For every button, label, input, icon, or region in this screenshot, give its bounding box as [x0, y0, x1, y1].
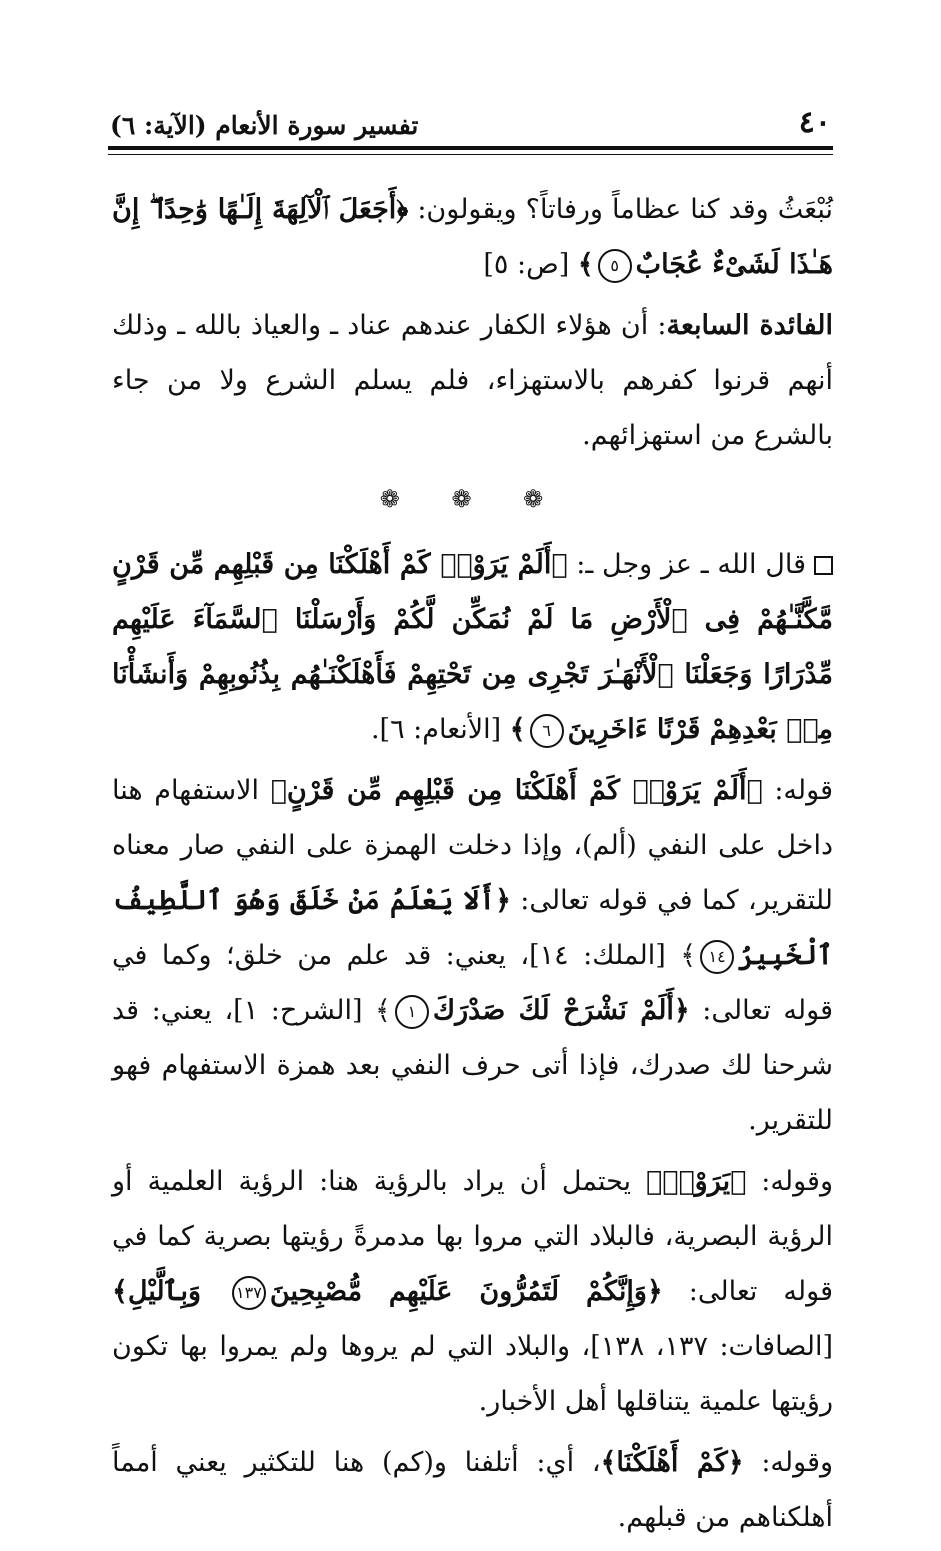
quran-bracket: ﴾: [577, 249, 594, 280]
verse-reference: ﴾ [الملك: ١٤]، يعني: قد علم من خلق؛ وكما في قوله تعالى:: [112, 940, 833, 1026]
ayah-number-marker: ٥: [598, 249, 632, 283]
verse-reference: [الأنعام: ٦].: [370, 714, 510, 745]
square-bullet-icon: [814, 556, 833, 575]
quran-verse: ﴿كَمْ أَهْلَكْنَا﴾: [600, 1447, 744, 1478]
verse-reference: [ص: ٥]: [483, 249, 578, 280]
ayah-number-marker: ١٣٧: [232, 1276, 266, 1310]
section-separator: ❁ ❁ ❁: [379, 485, 566, 513]
text: نُبْعَثُ وقد كنا عظاماً ورفاتاً؟ ويقولون:: [408, 194, 833, 225]
text: قوله:: [762, 775, 833, 806]
page-number: ٤٠: [798, 105, 831, 140]
text: ، أي: أتلفنا و(كم) هنا للتكثير يعني أمماً أهلكناهم من قبلهم.: [112, 1447, 833, 1533]
quran-verse: ﴿وَإِنَّكُمْ لَتَمُرُّونَ عَلَيْهِم مُّصْبِحِينَ: [269, 1276, 663, 1307]
quran-verse: ﴿أَلَمْ يَرَوْا۟ كَمْ أَهْلَكْنَا مِن قَبْلِهِم مِّن قَرْنٍ﴾: [270, 775, 763, 806]
paragraph-5: [112, 1154, 833, 1429]
running-title: تفسير سورة الأنعام (الآية: ٦): [110, 111, 419, 140]
text: الاستفهام هنا داخل على النفي (ألم)، وإذا دخلت الهمزة على النفي صار معناه للتقرير، كما في قوله تعالى:: [112, 775, 833, 916]
ayah-number-marker: ١: [395, 995, 429, 1029]
quran-verse: وَبِٱلَّيْلِ﴾: [112, 1276, 228, 1307]
paragraph-6: [112, 1435, 833, 1545]
paragraph-2: [112, 298, 833, 463]
text: : أن هؤلاء الكفار عندهم عناد ـ والعياذ بالله ـ وذلك أنهم قرنوا كفرهم بالاستهزاء، فلم يسلم الشرع ولا من جاء بالشرع من استهزائهم.: [112, 310, 833, 451]
quran-verse: ﴿أَجَعَلَ ٱلْآلِهَةَ إِلَـٰهًا وَٰحِدًا ۖ إِنَّ هَـٰذَا لَشَىْءٌ عُجَابٌ: [112, 194, 833, 280]
verse-reference: [الصافات: ١٣٧، ١٣٨]، والبلاد التي لم يروها ولم يمروا بها تكون رؤيتها علمية يتناقلها أهل الأخبار.: [112, 1331, 833, 1417]
quran-verse: ﴿أَلَا يَعْلَمُ مَنْ خَلَقَ وَهُوَ ٱللَّطِيفُ ٱلْخَبِيرُ: [112, 885, 833, 971]
page-body: [112, 182, 833, 1551]
text: وقوله:: [746, 1166, 833, 1197]
header-rule-thin: [108, 154, 833, 155]
ayah-number-marker: ١٤: [700, 940, 734, 974]
ayah-number-marker: ٦: [530, 714, 564, 748]
header-rule-thick: [108, 146, 833, 150]
text: وقوله:: [743, 1447, 834, 1478]
benefit-label: الفائدة السابعة: [666, 310, 833, 341]
paragraph-4: [112, 763, 833, 1148]
paragraph-1: [112, 182, 833, 292]
quran-verse: ﴿أَلَمْ يَرَوْا۟ كَمْ أَهْلَكْنَا مِن قَبْلِهِم مِّن قَرْنٍ مَّكَّنَّـٰهُمْ فِى ٱلْأَرْضِ مَا لَمْ نُمَكِّن لَّكُمْ وَأَرْسَلْنَا ٱلسَّمَآءَ عَلَيْهِم مِّدْرَارًا وَجَعَلْنَا ٱلْأَنْهَـٰرَ تَجْرِى مِن تَحْتِهِمْ فَأَهْلَكْنَـٰهُم بِذُنُوبِهِمْ وَأَنشَأْنَا مِنۢ بَعْدِهِمْ قَرْنًا ءَاخَرِينَ: [112, 549, 833, 745]
text: يحتمل أن يراد بالرؤية هنا: الرؤية العلمية أو الرؤية البصرية، فالبلاد التي مروا بها مدمرةً رؤيتها بصرية كما في قوله تعالى:: [112, 1166, 833, 1307]
page-header: [110, 96, 831, 140]
text: قال الله ـ عز وجل ـ:: [567, 549, 806, 580]
paragraph-3: [112, 537, 833, 757]
quran-verse: ﴿يَرَوْا۟﴾: [646, 1166, 747, 1197]
quran-verse: ﴿أَلَمْ نَشْرَحْ لَكَ صَدْرَكَ: [432, 995, 690, 1026]
quran-bracket: ﴾: [509, 714, 526, 745]
verse-reference: ﴾ [الشرح: ١]، يعني: قد شرحنا لك صدرك، فإذا أتى حرف النفي بعد همزة الاستفهام فهو للتقرير.: [112, 995, 833, 1136]
